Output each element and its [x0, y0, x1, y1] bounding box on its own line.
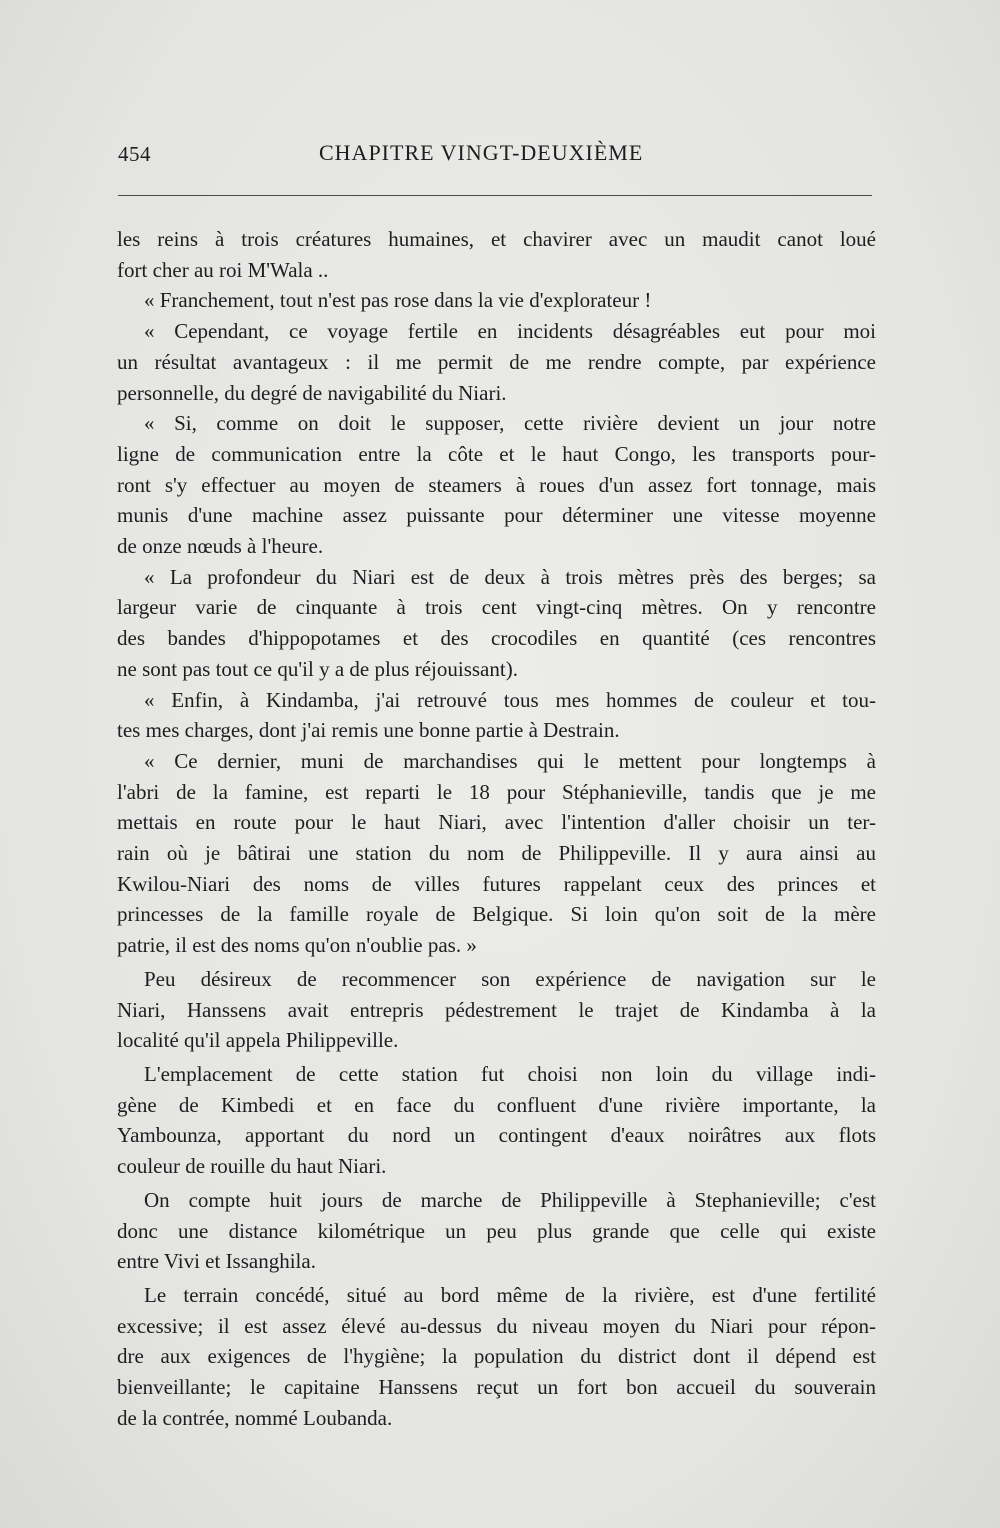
paragraph — [117, 285, 876, 316]
text-line: localité qu'il appela Philippeville. — [117, 1028, 399, 1053]
text-line: ligne de communication entre la côte et le haut Congo, les transports pour- — [117, 441, 876, 466]
text-line: personnelle, du degré de navigabilité du Niari. — [117, 380, 507, 405]
paragraph — [117, 746, 876, 961]
text-line: Yambounza, apportant du nord un contingent d'eaux noirâtres aux flots — [117, 1123, 876, 1148]
text-line: « Franchement, tout n'est pas rose dans la vie d'explorateur ! — [144, 288, 652, 313]
text-line: patrie, il est des noms qu'on n'oublie pas. » — [117, 933, 477, 958]
text-line: On compte huit jours de marche de Philippeville à Stephanieville; c'est — [144, 1187, 876, 1212]
body-text — [117, 224, 876, 1436]
paragraph — [117, 685, 876, 746]
text-line: ront s'y effectuer au moyen de steamers à roues d'un assez fort tonnage, mais — [117, 472, 876, 497]
text-line: bienveillante; le capitaine Hanssens reçut un fort bon accueil du souverain — [117, 1375, 876, 1400]
text-line: mettais en route pour le haut Niari, avec l'intention d'aller choisir un ter- — [117, 810, 876, 835]
text-line: « La profondeur du Niari est de deux à trois mètres près des berges; sa — [144, 564, 876, 589]
text-line: rain où je bâtirai une station du nom de Philippeville. Il y aura ainsi au — [117, 841, 876, 866]
text-line: un résultat avantageux : il me permit de me rendre compte, par expérience — [117, 349, 876, 374]
text-line: des bandes d'hippopotames et des crocodiles en quantité (ces rencontres — [117, 626, 876, 651]
text-line: « Cependant, ce voyage fertile en incidents désagréables eut pour moi — [144, 319, 876, 344]
page-number: 454 — [118, 142, 151, 166]
text-line: L'emplacement de cette station fut choisi non loin du village indi- — [144, 1061, 876, 1086]
paragraph — [117, 224, 876, 285]
text-line: munis d'une machine assez puissante pour déterminer une vitesse moyenne — [117, 503, 876, 528]
text-line: princesses de la famille royale de Belgique. Si loin qu'on soit de la mère — [117, 902, 876, 927]
text-line: de onze nœuds à l'heure. — [117, 534, 324, 559]
paragraph — [117, 1280, 876, 1434]
text-line: de la contrée, nommé Loubanda. — [117, 1405, 393, 1430]
running-head: CHAPITRE VINGT-DEUXIÈME — [319, 140, 644, 165]
text-line: entre Vivi et Issanghila. — [117, 1249, 316, 1274]
text-line: ne sont pas tout ce qu'il y a de plus réjouissant). — [117, 656, 518, 681]
text-line: Kwilou-Niari des noms de villes futures rappelant ceux des princes et — [117, 871, 876, 896]
text-line: fort cher au roi M'Wala .. — [117, 257, 329, 282]
text-line: « Si, comme on doit le supposer, cette rivière devient un jour notre — [144, 411, 876, 436]
paragraph — [117, 408, 876, 562]
paragraph — [117, 562, 876, 685]
text-line: largeur varie de cinquante à trois cent vingt-cinq mètres. On y rencontre — [117, 595, 876, 620]
paragraph — [117, 1059, 876, 1182]
text-line: couleur de rouille du haut Niari. — [117, 1154, 387, 1179]
text-line: gène de Kimbedi et en face du confluent d'une rivière importante, la — [117, 1092, 876, 1117]
paragraph — [117, 964, 876, 1056]
text-line: « Ce dernier, muni de marchandises qui le mettent pour longtemps à — [144, 748, 876, 773]
text-line: Niari, Hanssens avait entrepris pédestrement le trajet de Kindamba à la — [117, 997, 876, 1022]
text-line: tes mes charges, dont j'ai remis une bonne partie à Destrain. — [117, 718, 620, 743]
paragraph — [117, 316, 876, 408]
text-line: l'abri de la famine, est reparti le 18 pour Stéphanieville, tandis que je me — [117, 779, 876, 804]
page-header — [118, 138, 875, 178]
text-line: Le terrain concédé, situé au bord même de la rivière, est d'une fertilité — [144, 1282, 876, 1307]
text-line: donc une distance kilométrique un peu plus grande que celle qui existe — [117, 1218, 876, 1243]
text-line: Peu désireux de recommencer son expérience de navigation sur le — [144, 966, 876, 991]
text-line: les reins à trois créatures humaines, et chavirer avec un maudit canot loué — [117, 227, 876, 251]
text-line: « Enfin, à Kindamba, j'ai retrouvé tous mes hommes de couleur et tou- — [144, 687, 876, 712]
text-line: excessive; il est assez élevé au-dessus du niveau moyen du Niari pour répon- — [117, 1313, 876, 1338]
header-rule — [118, 195, 872, 196]
text-line: dre aux exigences de l'hygiène; la population du district dont il dépend est — [117, 1344, 876, 1369]
paragraph — [117, 1185, 876, 1277]
